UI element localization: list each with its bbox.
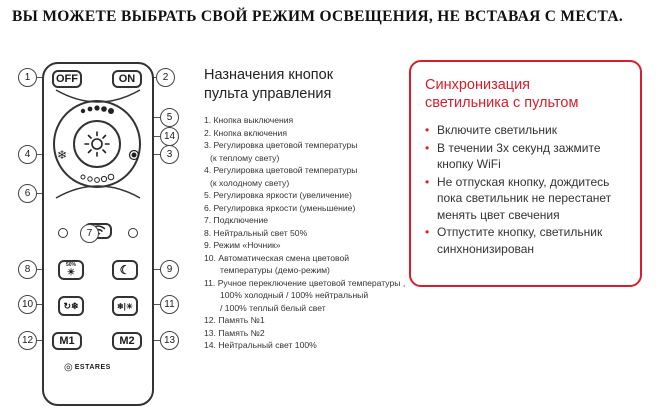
callout-8: 8 xyxy=(18,260,37,279)
legend-item: температуры (демо-режим) xyxy=(220,265,330,275)
legend-item: 10. Автоматическая смена цветовой xyxy=(204,252,350,263)
remote-mid-decoration xyxy=(54,180,142,202)
legend-item: 1. Кнопка выключения xyxy=(204,115,294,125)
sync-step-text: Включите светильник xyxy=(437,123,557,137)
sync-title-line2: светильника с пультом xyxy=(425,95,579,111)
callout-12: 12 xyxy=(18,331,37,350)
button-legend-list xyxy=(204,114,405,352)
sync-step-text: Не отпуская кнопку, дождитесь пока светильник не перестанет менять цвет свечения xyxy=(437,174,612,222)
legend-item: 8. Нейтральный свет 50% xyxy=(204,227,308,238)
sun-icon[interactable] xyxy=(83,130,111,158)
moon-icon: ☾ xyxy=(119,263,131,277)
sync-steps xyxy=(425,122,637,258)
legend-item: 9. Режим «Ночник» xyxy=(204,240,281,250)
neutral-50-button[interactable] xyxy=(58,260,84,280)
brightness-up-dots[interactable] xyxy=(77,104,117,116)
sync-step xyxy=(425,174,637,224)
legend-item: 5. Регулировка яркости (увеличение) xyxy=(204,190,352,200)
indicator-right xyxy=(128,228,138,238)
legend-item: (к холодному свету) xyxy=(210,177,290,188)
legend-item: 11. Ручное переключение цветовой температуры , xyxy=(204,277,406,288)
legend-item: 7. Подключение xyxy=(204,215,269,225)
manual-temp-button[interactable] xyxy=(112,296,138,316)
half-sun-icon: ☀ xyxy=(66,267,76,277)
legend-item: 14. Нейтральный свет 100% xyxy=(204,340,317,350)
brand-logo-mark: ◎ xyxy=(64,362,73,373)
brand-name: ESTARES xyxy=(74,364,111,371)
callout-3: 3 xyxy=(160,145,179,164)
memory-2-button[interactable]: M2 xyxy=(112,332,142,350)
legend-item: 6. Регулировка яркости (уменьшение) xyxy=(204,202,356,213)
sync-step-text: В течении 3х секунд зажмите кнопку WiFi xyxy=(437,140,601,171)
on-button[interactable]: ON xyxy=(112,70,142,88)
legend-item: 12. Память №1 xyxy=(204,315,265,325)
cold-light-icon[interactable]: ❄ xyxy=(57,148,68,162)
callout-1: 1 xyxy=(18,68,37,87)
warm-light-icon[interactable] xyxy=(128,149,140,161)
legend-item: 4. Регулировка цветовой температуры xyxy=(204,165,358,175)
legend-item: 2. Кнопка включения xyxy=(204,127,288,138)
callout-11: 11 xyxy=(160,295,179,314)
sync-step xyxy=(425,224,637,257)
sync-title-line1: Синхронизация xyxy=(425,77,531,93)
callout-13: 13 xyxy=(160,331,179,350)
legend-item: / 100% теплый белый свет xyxy=(220,302,326,313)
sync-step xyxy=(425,140,637,173)
legend-title-line1: Назначения кнопок xyxy=(204,67,334,83)
callout-4: 4 xyxy=(18,145,37,164)
legend-title xyxy=(204,66,333,104)
memory-1-button[interactable]: M1 xyxy=(52,332,82,350)
callout-6: 6 xyxy=(18,184,37,203)
callout-7: 7 xyxy=(80,224,99,243)
legend-item: 3. Регулировка цветовой температуры xyxy=(204,140,358,150)
callout-10: 10 xyxy=(18,295,37,314)
brand-logo xyxy=(64,362,111,373)
legend-title-line2: пульта управления xyxy=(204,86,332,102)
sync-step-text: Отпустите кнопку, светильник синхнонизирован xyxy=(437,225,603,256)
sync-instructions-box xyxy=(409,60,642,287)
demo-mode-button[interactable] xyxy=(58,296,84,316)
legend-item: 13. Память №2 xyxy=(204,327,265,338)
legend-item: 100% холодный / 100% нейтральный xyxy=(220,290,369,300)
callout-2: 2 xyxy=(156,68,175,87)
sync-title xyxy=(425,76,578,112)
night-mode-button[interactable] xyxy=(112,260,138,280)
callout-9: 9 xyxy=(160,260,179,279)
neutral-50-label: 50% xyxy=(65,262,76,268)
indicator-left xyxy=(58,228,68,238)
sync-step xyxy=(425,122,637,139)
off-button[interactable]: OFF xyxy=(52,70,82,88)
auto-cycle-icon: ↻❄ xyxy=(63,300,79,311)
page-headline: ВЫ МОЖЕТЕ ВЫБРАТЬ СВОЙ РЕЖИМ ОСВЕЩЕНИЯ, НЕ ВСТАВАЯ С МЕСТА. xyxy=(12,8,624,25)
temp-switch-icon: ❄|☀ xyxy=(116,301,134,311)
callout-14: 14 xyxy=(160,127,179,146)
callout-5: 5 xyxy=(160,108,179,127)
legend-item: (к теплому свету) xyxy=(210,152,280,163)
